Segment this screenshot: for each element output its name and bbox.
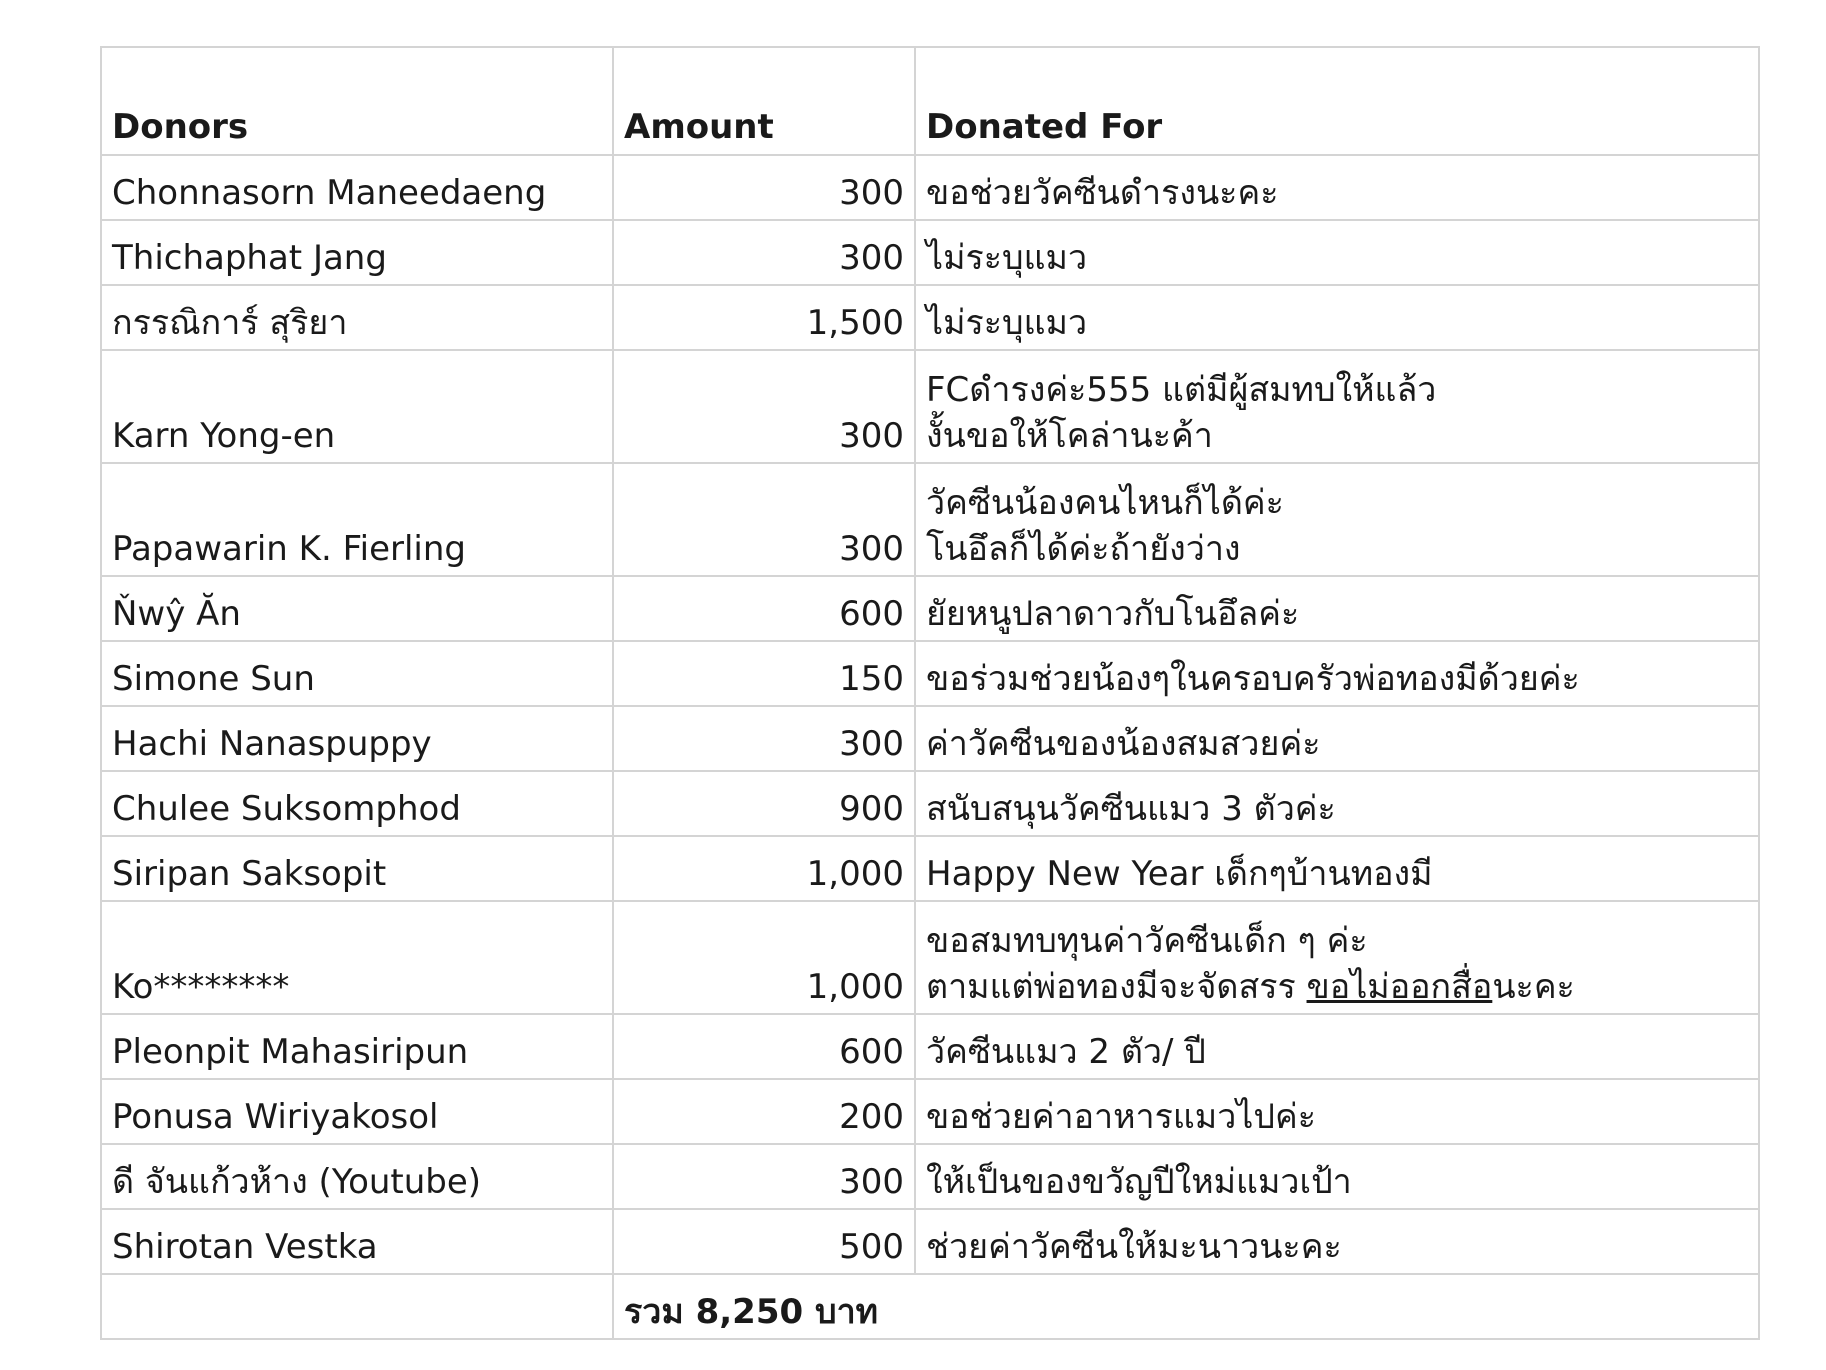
- donor-name: Simone Sun: [101, 641, 613, 706]
- donation-amount: 300: [613, 350, 915, 463]
- donation-amount: 300: [613, 706, 915, 771]
- donor-name: Siripan Saksopit: [101, 836, 613, 901]
- donation-amount: 300: [613, 1144, 915, 1209]
- donation-purpose: [915, 155, 1759, 220]
- donation-purpose: [915, 641, 1759, 706]
- purpose-line: [926, 1224, 1748, 1270]
- table-row: [101, 771, 1759, 836]
- purpose-text: ค่าวัคซีนของน้องสมสวยค่ะ: [926, 724, 1321, 764]
- table-row: [101, 155, 1759, 220]
- table-row: [101, 706, 1759, 771]
- donor-name: Thichaphat Jang: [101, 220, 613, 285]
- purpose-line: [926, 1159, 1748, 1205]
- donations-table: [100, 46, 1760, 1340]
- purpose-line: [926, 526, 1748, 572]
- donor-name: Shirotan Vestka: [101, 1209, 613, 1274]
- donation-purpose: [915, 1014, 1759, 1079]
- donation-purpose: [915, 285, 1759, 350]
- donation-purpose: [915, 836, 1759, 901]
- purpose-text: ขอช่วยวัคซีนดำรงนะคะ: [926, 173, 1279, 213]
- purpose-line: [926, 918, 1748, 964]
- purpose-tail-text: นะคะ: [1492, 967, 1575, 1007]
- donation-purpose: [915, 1209, 1759, 1274]
- table-row: [101, 576, 1759, 641]
- purpose-line: [926, 786, 1748, 832]
- purpose-line: [926, 413, 1748, 459]
- purpose-text: ช่วยค่าวัคซีนให้มะนาวนะคะ: [926, 1227, 1342, 1267]
- purpose-line: [926, 721, 1748, 767]
- table-row: [101, 285, 1759, 350]
- purpose-text: Happy New Year เด็กๆบ้านทองมี: [926, 854, 1433, 894]
- table-body: [101, 155, 1759, 1274]
- purpose-text: งั้นขอให้โคล่านะค้า: [926, 416, 1213, 456]
- donation-purpose: [915, 901, 1759, 1014]
- header-donated-for: Donated For: [915, 47, 1759, 155]
- purpose-underlined-text: ขอไม่ออกสื่อ: [1306, 967, 1493, 1007]
- purpose-line: [926, 367, 1748, 413]
- purpose-text: ไม่ระบุแมว: [926, 238, 1088, 278]
- purpose-text: ไม่ระบุแมว: [926, 303, 1088, 343]
- donation-purpose: [915, 350, 1759, 463]
- donation-purpose: [915, 706, 1759, 771]
- purpose-line: [926, 1094, 1748, 1140]
- purpose-text: วัคซีนแมว 2 ตัว/ ปี: [926, 1032, 1206, 1072]
- donor-name: กรรณิการ์ สุริยา: [101, 285, 613, 350]
- donor-name: Chonnasorn Maneedaeng: [101, 155, 613, 220]
- donor-name: Ko********: [101, 901, 613, 1014]
- purpose-line: [926, 851, 1748, 897]
- total-empty-cell: [101, 1274, 613, 1339]
- purpose-text: ขอช่วยค่าอาหารแมวไปค่ะ: [926, 1097, 1316, 1137]
- header-amount: Amount: [613, 47, 915, 155]
- donor-name: Hachi Nanaspuppy: [101, 706, 613, 771]
- donation-purpose: [915, 1079, 1759, 1144]
- donor-name: Papawarin K. Fierling: [101, 463, 613, 576]
- purpose-line: [926, 300, 1748, 346]
- donation-amount: 150: [613, 641, 915, 706]
- header-donors: Donors: [101, 47, 613, 155]
- purpose-text: ให้เป็นของขวัญปีใหม่แมวเป้า: [926, 1162, 1352, 1202]
- donor-name: Ponusa Wiriyakosol: [101, 1079, 613, 1144]
- total-amount: รวม 8,250 บาท: [613, 1274, 1759, 1339]
- purpose-text: ขอร่วมช่วยน้องๆในครอบครัวพ่อทองมีด้วยค่ะ: [926, 659, 1580, 699]
- donation-amount: 1,000: [613, 836, 915, 901]
- header-row: [101, 47, 1759, 155]
- donation-amount: 600: [613, 576, 915, 641]
- purpose-text: วัคซีนน้องคนไหนก็ได้ค่ะ: [926, 483, 1284, 523]
- purpose-line: [926, 591, 1748, 637]
- purpose-line: [926, 235, 1748, 281]
- donation-amount: 900: [613, 771, 915, 836]
- table-row: [101, 220, 1759, 285]
- table-row: [101, 1014, 1759, 1079]
- donation-purpose: [915, 220, 1759, 285]
- donation-amount: 300: [613, 220, 915, 285]
- purpose-line: [926, 1029, 1748, 1075]
- table-row: [101, 901, 1759, 1014]
- table-row: [101, 836, 1759, 901]
- table-row: [101, 641, 1759, 706]
- donor-name: Ňwŷ Ăn: [101, 576, 613, 641]
- table-row: [101, 1209, 1759, 1274]
- purpose-line: [926, 170, 1748, 216]
- purpose-text: สนับสนุนวัคซีนแมว 3 ตัวค่ะ: [926, 789, 1336, 829]
- donation-purpose: [915, 771, 1759, 836]
- total-row: [101, 1274, 1759, 1339]
- purpose-line: [926, 964, 1748, 1010]
- purpose-text: FCดำรงค่ะ555 แต่มีผู้สมทบให้แล้ว: [926, 370, 1437, 410]
- purpose-text: ตามแต่พ่อทองมีจะจัดสรร: [926, 967, 1307, 1007]
- donor-name: ดี จันแก้วห้าง (Youtube): [101, 1144, 613, 1209]
- donation-amount: 600: [613, 1014, 915, 1079]
- table-row: [101, 350, 1759, 463]
- donor-name: Karn Yong-en: [101, 350, 613, 463]
- purpose-line: [926, 656, 1748, 702]
- donation-amount: 300: [613, 463, 915, 576]
- donation-amount: 1,500: [613, 285, 915, 350]
- donor-name: Chulee Suksomphod: [101, 771, 613, 836]
- donation-purpose: [915, 1144, 1759, 1209]
- donation-amount: 200: [613, 1079, 915, 1144]
- donation-purpose: [915, 463, 1759, 576]
- donation-amount: 1,000: [613, 901, 915, 1014]
- donation-amount: 300: [613, 155, 915, 220]
- purpose-text: ยัยหนูปลาดาวกับโนอึลค่ะ: [926, 594, 1300, 634]
- donation-amount: 500: [613, 1209, 915, 1274]
- purpose-text: ขอสมทบทุนค่าวัคซีนเด็ก ๆ ค่ะ: [926, 921, 1368, 961]
- purpose-line: [926, 480, 1748, 526]
- table-row: [101, 1079, 1759, 1144]
- donation-purpose: [915, 576, 1759, 641]
- table-row: [101, 463, 1759, 576]
- table-row: [101, 1144, 1759, 1209]
- purpose-text: โนอึลก็ได้ค่ะถ้ายังว่าง: [926, 529, 1241, 569]
- donor-name: Pleonpit Mahasiripun: [101, 1014, 613, 1079]
